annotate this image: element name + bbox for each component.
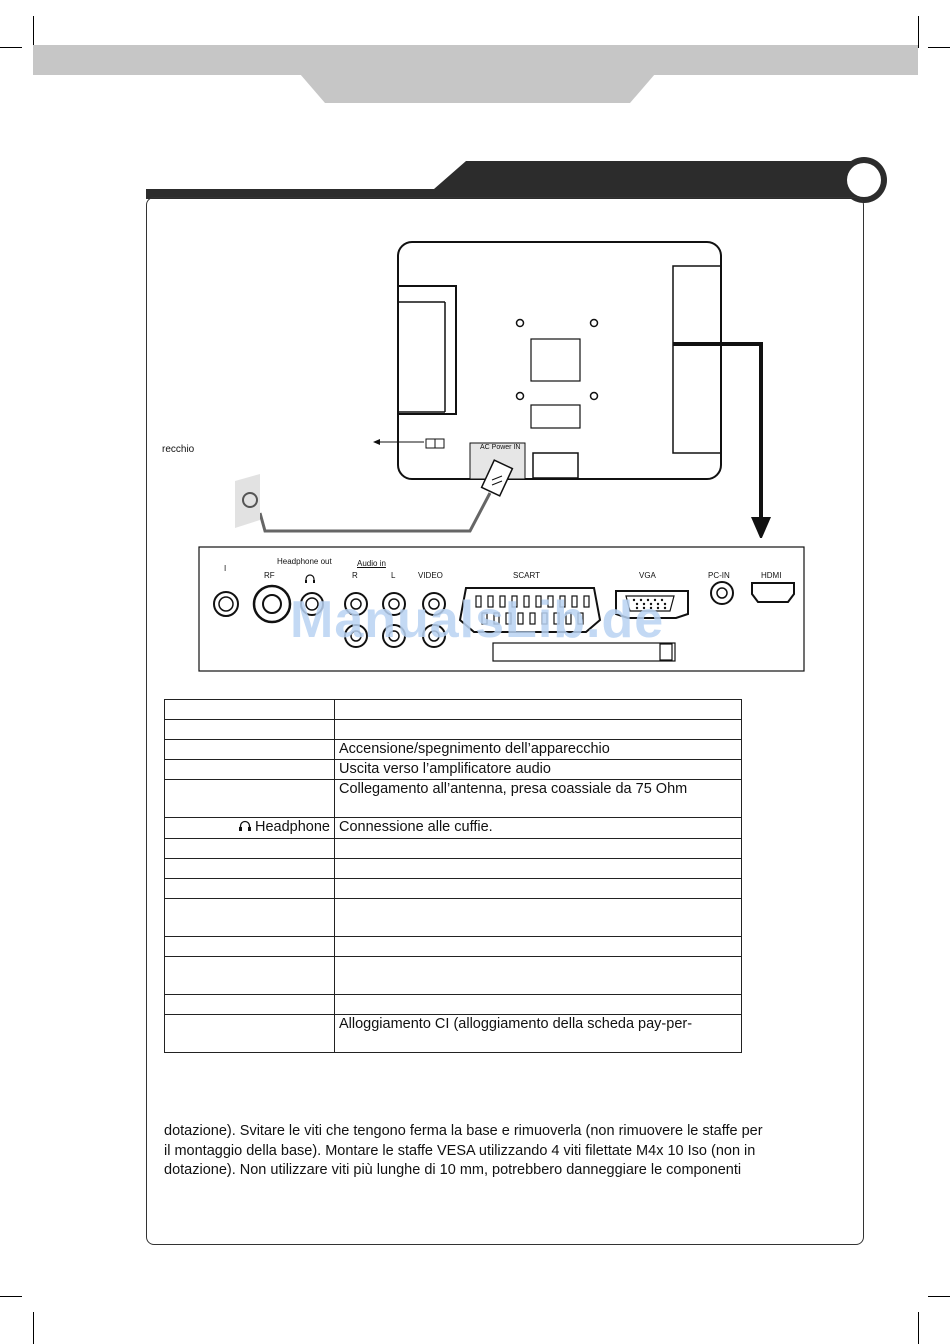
video-label: VIDEO bbox=[418, 571, 443, 580]
headphone-out-label: Headphone out bbox=[277, 557, 332, 566]
crop-mark bbox=[928, 1296, 950, 1297]
table-cell-name bbox=[165, 957, 335, 995]
table-cell-name bbox=[165, 760, 335, 780]
vga-label: VGA bbox=[639, 571, 656, 580]
connector-table bbox=[164, 699, 742, 1053]
table-row bbox=[165, 957, 742, 995]
table-cell-desc: Connessione alle cuffie. bbox=[335, 818, 742, 839]
paragraph-line: dotazione). Svitare le viti che tengono ferma la base e rimuoverla (non rimuovere le staffe per bbox=[164, 1123, 763, 1139]
table-cell-name bbox=[165, 740, 335, 760]
headphone-icon bbox=[305, 571, 315, 589]
table-cell-name bbox=[165, 839, 335, 859]
banner-tab bbox=[290, 74, 665, 104]
table-cell-desc bbox=[335, 720, 742, 740]
table-cell-desc: Uscita verso l’amplificatore audio bbox=[335, 760, 742, 780]
table-cell-desc bbox=[335, 995, 742, 1015]
table-row bbox=[165, 780, 742, 818]
table-cell-name bbox=[165, 818, 335, 839]
table-cell-name bbox=[165, 899, 335, 937]
side-label: recchio bbox=[162, 444, 195, 455]
table-cell-desc bbox=[335, 839, 742, 859]
tv-back-diagram bbox=[230, 238, 790, 538]
table-cell-name bbox=[165, 780, 335, 818]
table-cell-desc: Collegamento all’antenna, presa coassiale da 75 Ohm bbox=[335, 780, 742, 818]
table-cell-name bbox=[165, 879, 335, 899]
table-row bbox=[165, 818, 742, 839]
audio-l-label: L bbox=[391, 571, 396, 580]
table-row bbox=[165, 879, 742, 899]
audio-in-label: Audio in bbox=[357, 559, 386, 568]
crop-mark bbox=[928, 47, 950, 48]
table-row bbox=[165, 899, 742, 937]
pc-in-label: PC-IN bbox=[708, 571, 730, 580]
table-row bbox=[165, 839, 742, 859]
paragraph-line: dotazione). Non utilizzare viti più lunghe di 10 mm, potrebbero danneggiare le componenti bbox=[164, 1162, 742, 1178]
table-cell-name-text: Headphone bbox=[255, 819, 330, 835]
table-cell-desc bbox=[335, 859, 742, 879]
table-row bbox=[165, 720, 742, 740]
scart-label: SCART bbox=[513, 571, 540, 580]
headphone-icon bbox=[239, 819, 251, 838]
table-cell-desc bbox=[335, 700, 742, 720]
audio-r-label: R bbox=[352, 571, 358, 580]
table-cell-desc: Alloggiamento CI (alloggiamento della scheda pay-per- bbox=[335, 1015, 742, 1053]
table-cell-desc: Accensione/spegnimento dell’apparecchio bbox=[335, 740, 742, 760]
mounting-paragraph bbox=[164, 1122, 854, 1181]
table-row bbox=[165, 995, 742, 1015]
table-cell-name bbox=[165, 937, 335, 957]
crop-mark bbox=[918, 1312, 919, 1344]
crop-mark bbox=[33, 1312, 34, 1344]
table-cell-name bbox=[165, 995, 335, 1015]
table-row bbox=[165, 700, 742, 720]
crop-mark bbox=[918, 16, 919, 48]
crop-mark bbox=[33, 16, 34, 48]
table-row bbox=[165, 1015, 742, 1053]
table-cell-name bbox=[165, 700, 335, 720]
power-label: I bbox=[224, 564, 227, 573]
table-cell-desc bbox=[335, 957, 742, 995]
table-cell-name bbox=[165, 1015, 335, 1053]
table-cell-desc bbox=[335, 937, 742, 957]
ac-power-label: AC Power IN bbox=[480, 444, 521, 451]
crop-mark bbox=[0, 1296, 22, 1297]
table-row bbox=[165, 859, 742, 879]
crop-mark bbox=[0, 47, 22, 48]
table-cell-name bbox=[165, 720, 335, 740]
watermark: ManualsLib.de bbox=[290, 591, 665, 649]
table-row bbox=[165, 760, 742, 780]
table-cell-desc bbox=[335, 879, 742, 899]
hdmi-label: HDMI bbox=[761, 571, 782, 580]
table-cell-name bbox=[165, 859, 335, 879]
rf-label: RF bbox=[264, 571, 275, 580]
table-row bbox=[165, 937, 742, 957]
top-banner bbox=[33, 45, 918, 75]
paragraph-line: il montaggio della base). Montare le staffe VESA utilizzando 4 viti filettate M4x 10 Iso (non in bbox=[164, 1142, 756, 1159]
table-cell-desc bbox=[335, 899, 742, 937]
table-row bbox=[165, 740, 742, 760]
